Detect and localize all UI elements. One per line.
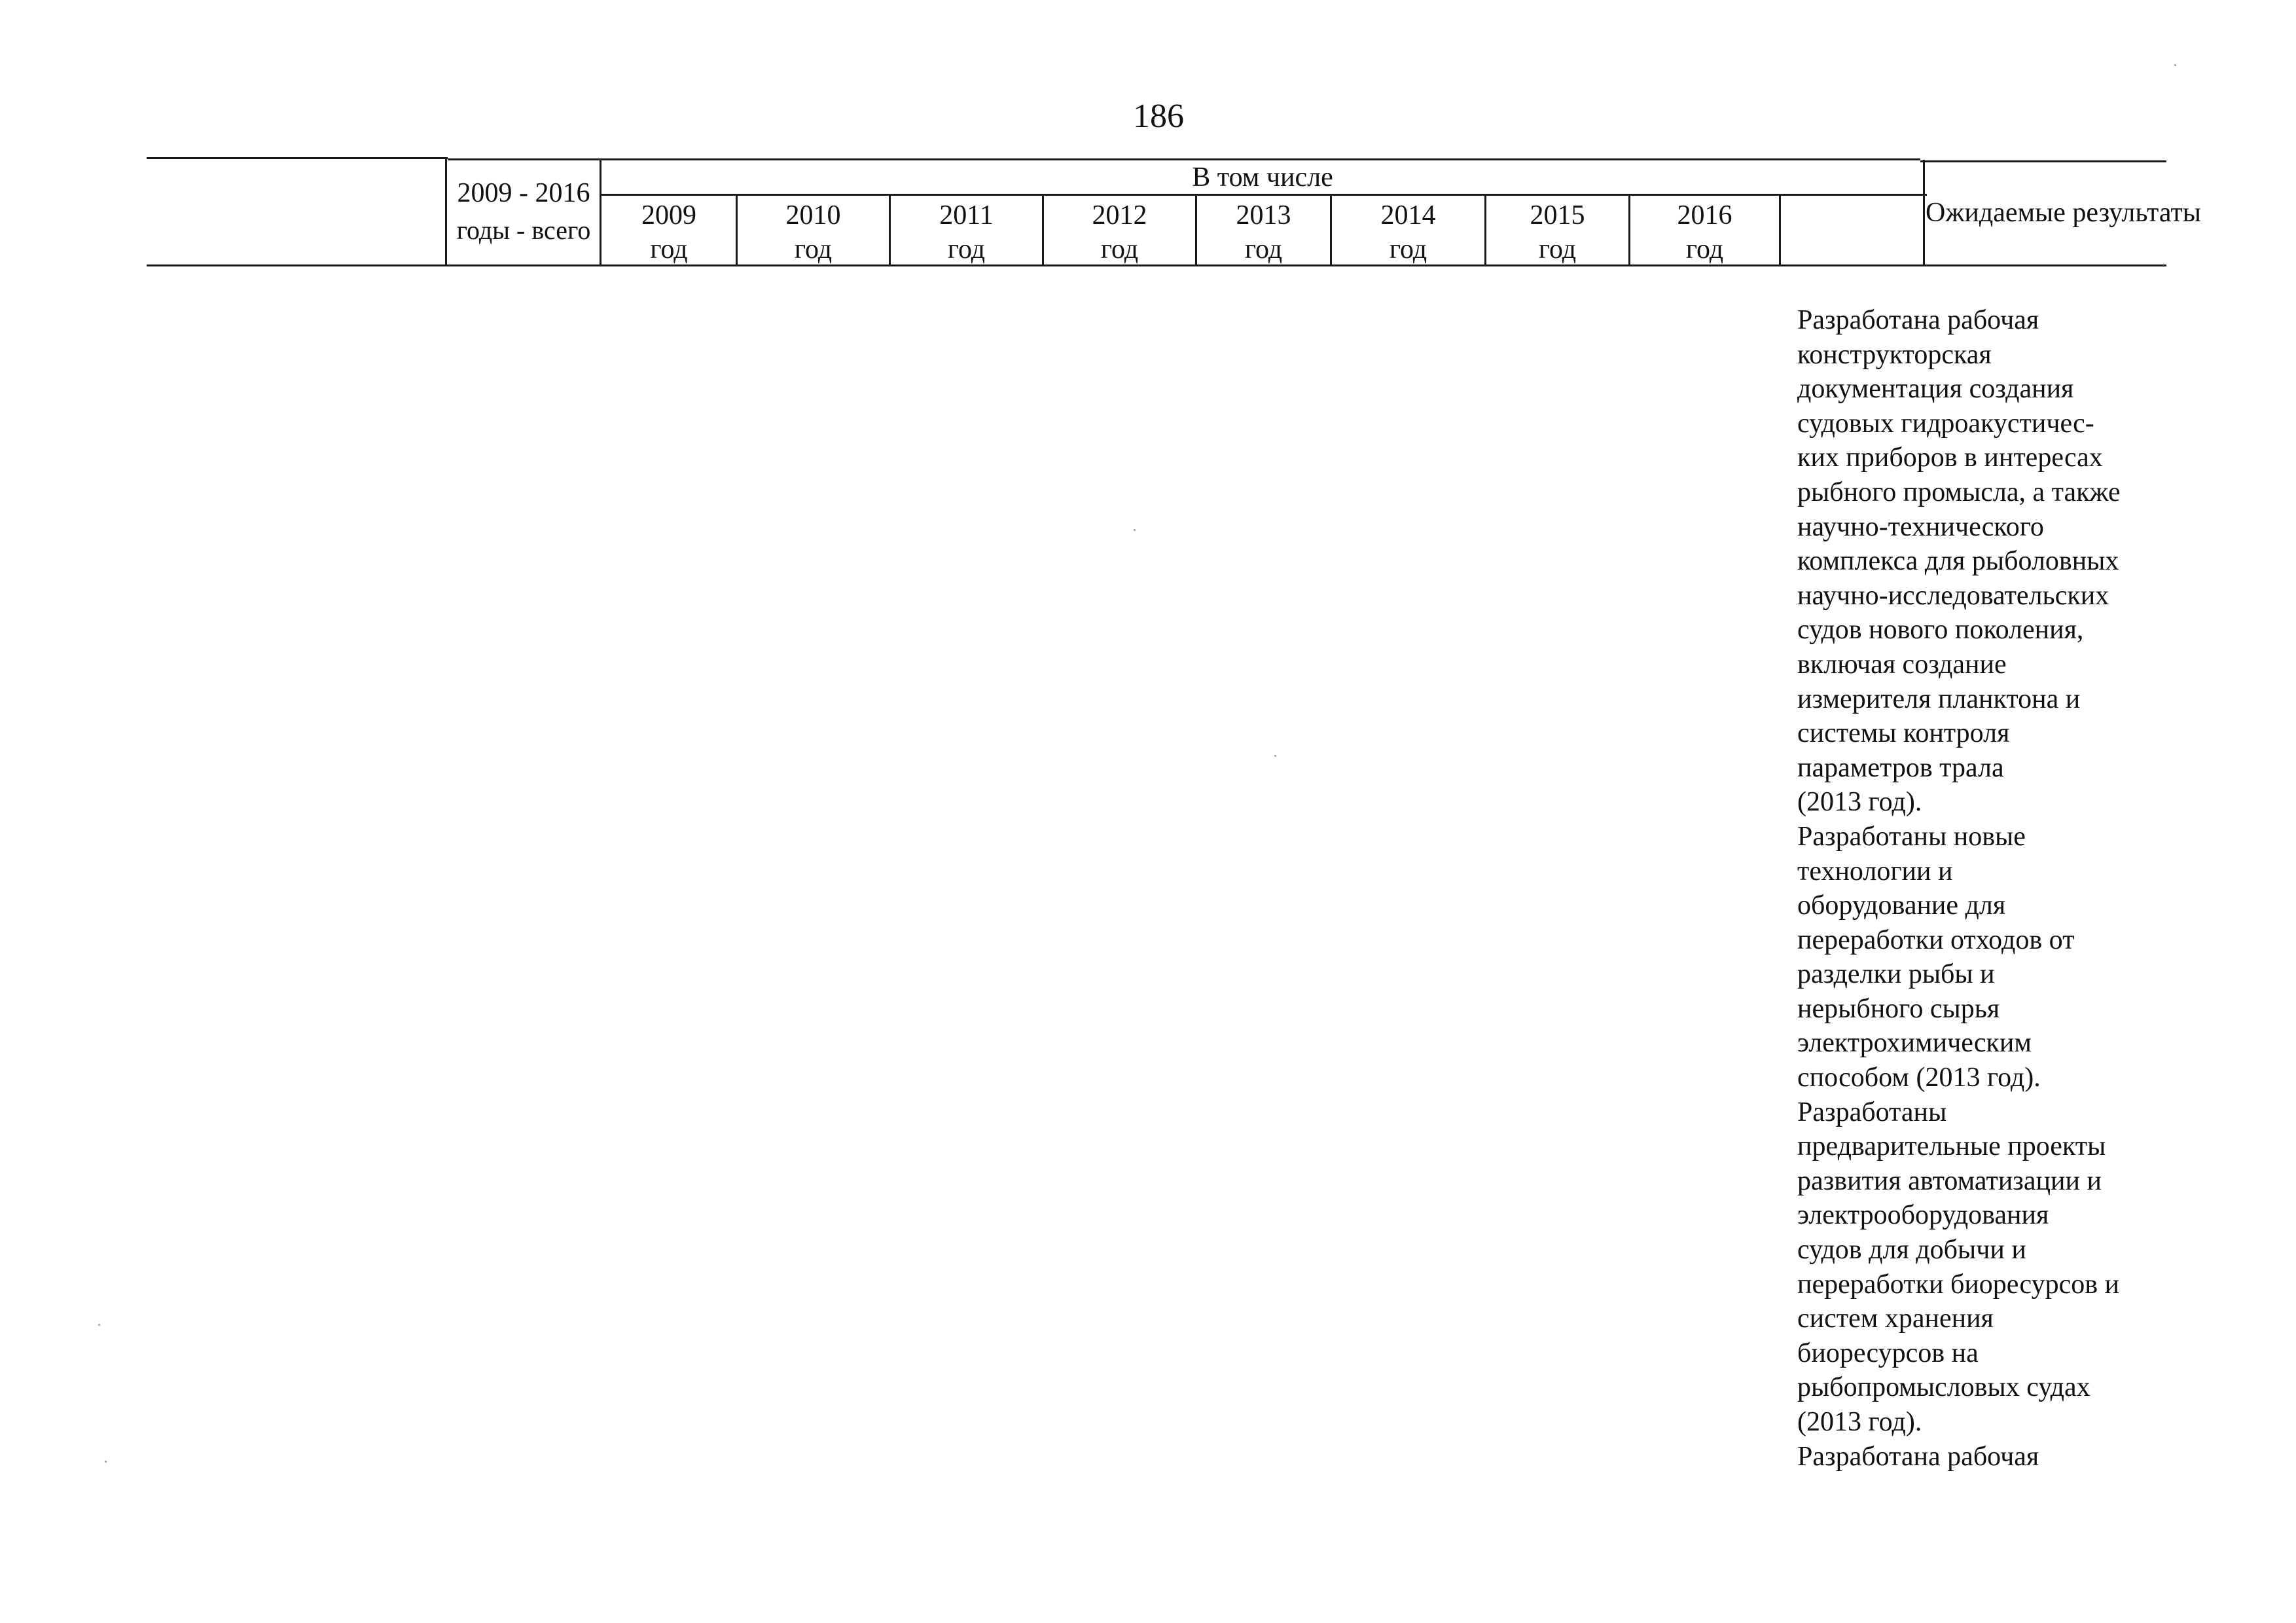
scan-speck: [1134, 529, 1136, 531]
page-number: 186: [1133, 98, 1184, 135]
total-column-line1: 2009 - 2016: [457, 178, 590, 208]
year-unit: год: [1100, 234, 1139, 264]
table-top-rule: [147, 157, 448, 159]
year-unit: год: [1244, 234, 1283, 264]
column-divider: [1779, 194, 1781, 266]
year-header: 2009: [641, 200, 696, 230]
year-header: 2014: [1380, 200, 1436, 230]
year-header: 2011: [939, 200, 994, 230]
table-bottom-rule: [147, 264, 2166, 266]
year-unit: год: [1685, 234, 1724, 264]
table-top-rule: [1920, 160, 2166, 162]
results-column-header: Ожидаемые результаты: [1926, 198, 2201, 228]
scan-speck: [105, 1461, 107, 1463]
subheader-rule: [600, 194, 1927, 196]
total-column-line2: годы - всего: [456, 215, 591, 245]
year-unit: год: [1538, 234, 1577, 264]
year-unit: год: [794, 234, 833, 264]
scan-speck: [98, 1324, 100, 1326]
table-top-rule: [448, 158, 1920, 160]
scan-speck: [2174, 64, 2176, 66]
scan-speck: [1274, 755, 1276, 757]
year-header: 2016: [1677, 200, 1732, 230]
year-unit: год: [650, 234, 688, 264]
year-unit: год: [947, 234, 986, 264]
year-header: 2015: [1530, 200, 1585, 230]
year-header: 2013: [1236, 200, 1291, 230]
column-divider: [445, 158, 447, 266]
year-header: 2010: [785, 200, 841, 230]
year-header: 2012: [1092, 200, 1147, 230]
year-unit: год: [1389, 234, 1427, 264]
table-header: [147, 157, 2201, 267]
group-header-label: В том числе: [1192, 162, 1333, 192]
expected-results-text: Разработана рабочая конструкторская документация создания судовых гидроакустичес- ких приборов в интересах рыбного промысла, а также научно-технического комплекса для рыболовных научно-исследовательских судов нового поколения, включая создание измерителя планктона и системы контроля параметров трала (2013 год). Разработаны новые технологии и оборудование для переработки отходов от разделки рыбы и нерыбного сырья электрохимическим способом (2013 год). Разработаны предварительные проекты развития автоматизации и электрооборудования судов для добычи и переработки биоресурсов и систем хранения биоресурсов на рыбопромысловых судах (2013 год). Разработана рабочая: [1797, 305, 2121, 1472]
column-divider: [1923, 160, 1925, 266]
column-divider: [600, 158, 601, 266]
